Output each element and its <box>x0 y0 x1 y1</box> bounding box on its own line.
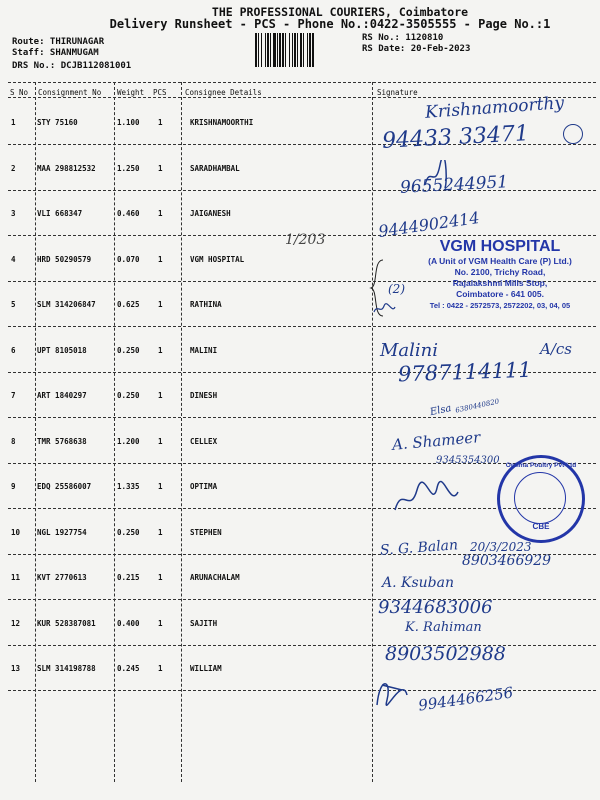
row-weight: 0.625 <box>117 300 140 309</box>
row-sno: 6 <box>11 346 16 355</box>
row-weight: 0.215 <box>117 573 140 582</box>
date-note-10: 20/3/2023 <box>470 540 532 554</box>
phone-note-8: 9345354300 <box>436 455 500 466</box>
row-sno: 1 <box>11 118 16 127</box>
header-pcs: PCS <box>153 88 167 97</box>
row-consignment-no: SLM 314198788 <box>37 664 96 673</box>
row-consignee: STEPHEN <box>190 528 222 537</box>
row-separator <box>8 417 596 418</box>
row-weight: 0.250 <box>117 391 140 400</box>
runsheet-title: Delivery Runsheet - PCS - Phone No.:0422-3505555 - Page No.:1 <box>109 17 551 31</box>
column-divider <box>181 82 182 782</box>
stamp-title: VGM HOSPITAL <box>439 238 561 255</box>
row-consignee: SAJITH <box>190 619 218 628</box>
row-consignee: RATHINA <box>190 300 222 309</box>
row-consignment-no: VLI 668347 <box>37 209 83 218</box>
note-6b: A/cs <box>540 340 572 358</box>
row-consignee: CELLEX <box>190 437 218 446</box>
row-weight: 0.250 <box>117 346 140 355</box>
scribble-signature-9 <box>392 480 462 520</box>
phone-note-1: 94433 33471 <box>381 121 530 154</box>
row-sno: 7 <box>11 391 16 400</box>
row-sno: 13 <box>11 664 21 673</box>
header-details: Consignee Details <box>185 88 262 97</box>
row-consignment-no: ART 1840297 <box>37 391 87 400</box>
row-pcs: 1 <box>158 437 163 446</box>
stamp-line: Tel : 0422 - 2572573, 2572202, 03, 04, 05 <box>429 301 571 310</box>
row-pcs: 1 <box>158 391 163 400</box>
row-pcs: 1 <box>158 619 163 628</box>
row-consignee: OPTIMA <box>190 482 218 491</box>
rs-date: RS Date: 20-Feb-2023 <box>362 44 471 54</box>
row-sno: 2 <box>11 164 16 173</box>
row-pcs: 1 <box>158 209 163 218</box>
row-sno: 10 <box>11 528 21 537</box>
name-note-6: Malini <box>380 340 439 361</box>
row-sno: 8 <box>11 437 16 446</box>
signature-8: A. Shameer <box>391 428 482 454</box>
row-consignee: DINESH <box>190 391 218 400</box>
row-sno: 11 <box>11 573 21 582</box>
row-consignee: WILLIAM <box>190 664 222 673</box>
row-consignment-no: SLM 314206847 <box>37 300 96 309</box>
row-pcs: 1 <box>158 164 163 173</box>
row-consignment-no: EDQ 25586007 <box>37 482 92 491</box>
phone-note-10: 8903466929 <box>462 553 552 569</box>
signature-11: A. Ksuban <box>382 575 454 591</box>
seal-text: Optima Poultry Pvt Ltd <box>505 462 577 469</box>
header-top-rule <box>8 82 596 83</box>
row-pcs: 1 <box>158 300 163 309</box>
row-sno: 9 <box>11 482 16 491</box>
seal-inner-ring <box>514 472 566 524</box>
vgm-hospital-stamp <box>400 238 600 311</box>
row-pcs: 1 <box>158 346 163 355</box>
row-pcs: 1 <box>158 482 163 491</box>
stamp-line: No. 2100, Trichy Road, <box>454 267 546 277</box>
row-pcs: 1 <box>158 255 163 264</box>
row-pcs: 1 <box>158 528 163 537</box>
row-weight: 1.100 <box>117 118 140 127</box>
stamp-line: (A Unit of VGM Health Care (P) Ltd.) <box>428 256 572 266</box>
row-consignment-no: HRD 50290579 <box>37 255 92 264</box>
row-consignment-no: KVT 2770613 <box>37 573 87 582</box>
row-pcs: 1 <box>158 573 163 582</box>
phone-note-11: 9344683006 <box>378 597 493 618</box>
row-separator <box>8 599 596 600</box>
staff-label: Staff: SHANMUGAM <box>12 48 99 58</box>
phone-note-6: 9787114111 <box>397 357 532 387</box>
row-separator <box>8 326 596 327</box>
row-consignment-no: KUR 528387081 <box>37 619 96 628</box>
row-consignee: JAIGANESH <box>190 209 231 218</box>
row-consignee: SARADHAMBAL <box>190 164 240 173</box>
row-weight: 0.070 <box>117 255 140 264</box>
row-sno: 4 <box>11 255 16 264</box>
stamp-line: Coimbatore - 641 005. <box>456 289 544 299</box>
row-weight: 1.200 <box>117 437 140 446</box>
row-consignee: MALINI <box>190 346 218 355</box>
phone-note-2: 9655244951 <box>399 172 509 198</box>
pcs-note: (2) <box>388 282 405 296</box>
barcode <box>255 33 357 67</box>
row-pcs: 1 <box>158 664 163 673</box>
seal-city: CBE <box>532 522 550 531</box>
header-signature: Signature <box>377 88 418 97</box>
row-weight: 0.460 <box>117 209 140 218</box>
row-weight: 1.335 <box>117 482 140 491</box>
row-consignment-no: MAA 298812532 <box>37 164 96 173</box>
phone-note-13: 9944466256 <box>417 683 515 715</box>
company-title: THE PROFESSIONAL COURIERS, Coimbatore <box>211 5 469 19</box>
row-consignee: VGM HOSPITAL <box>190 255 245 264</box>
row-weight: 0.400 <box>117 619 140 628</box>
row-weight: 0.245 <box>117 664 140 673</box>
row-sno: 3 <box>11 209 16 218</box>
signature-12: K. Rahiman <box>405 620 482 635</box>
row-consignment-no: NGL 1927754 <box>37 528 87 537</box>
phone-note-12: 8903502988 <box>385 643 506 665</box>
row-sno: 5 <box>11 300 16 309</box>
room-note: 1/203 <box>285 232 326 248</box>
signature-10: S. G. Balan <box>379 537 459 559</box>
scribble-signature-2 <box>420 160 450 190</box>
drs-number: DRS No.: DCJB112081001 <box>12 61 132 71</box>
row-consignee: ARUNACHALAM <box>190 573 240 582</box>
route-label: Route: THIRUNAGAR <box>12 37 105 47</box>
header-weight: Weight <box>117 88 145 97</box>
row-consignment-no: UPT 8105018 <box>37 346 87 355</box>
rs-number: RS No.: 1120810 <box>362 33 444 43</box>
header-consignment: Consignment No <box>38 88 102 97</box>
signature-1: Krishnamoorthy <box>424 93 565 123</box>
phone-note-3: 9444902414 <box>377 208 481 241</box>
row-consignment-no: TMR 5768638 <box>37 437 87 446</box>
column-divider <box>35 82 36 782</box>
optima-poultry-seal <box>497 455 585 543</box>
phone-note-7: 6380440820 <box>454 397 500 415</box>
row-separator <box>8 645 596 646</box>
row-sno: 12 <box>11 619 21 628</box>
circle-mark <box>563 124 583 144</box>
name-note-7: Elsa <box>429 402 453 419</box>
malayalam-script-note <box>372 302 397 316</box>
row-weight: 1.250 <box>117 164 140 173</box>
header-sno: S No <box>10 88 29 97</box>
row-weight: 0.250 <box>117 528 140 537</box>
column-divider <box>114 82 115 782</box>
barcode-bar <box>314 33 315 67</box>
row-pcs: 1 <box>158 118 163 127</box>
row-consignee: KRISHNAMOORTHI <box>190 118 254 127</box>
row-consignment-no: STY 75160 <box>37 118 78 127</box>
scribble-signature-13 <box>372 670 412 710</box>
stamp-line: Rajalakshmi Mills Stop, <box>452 278 548 288</box>
